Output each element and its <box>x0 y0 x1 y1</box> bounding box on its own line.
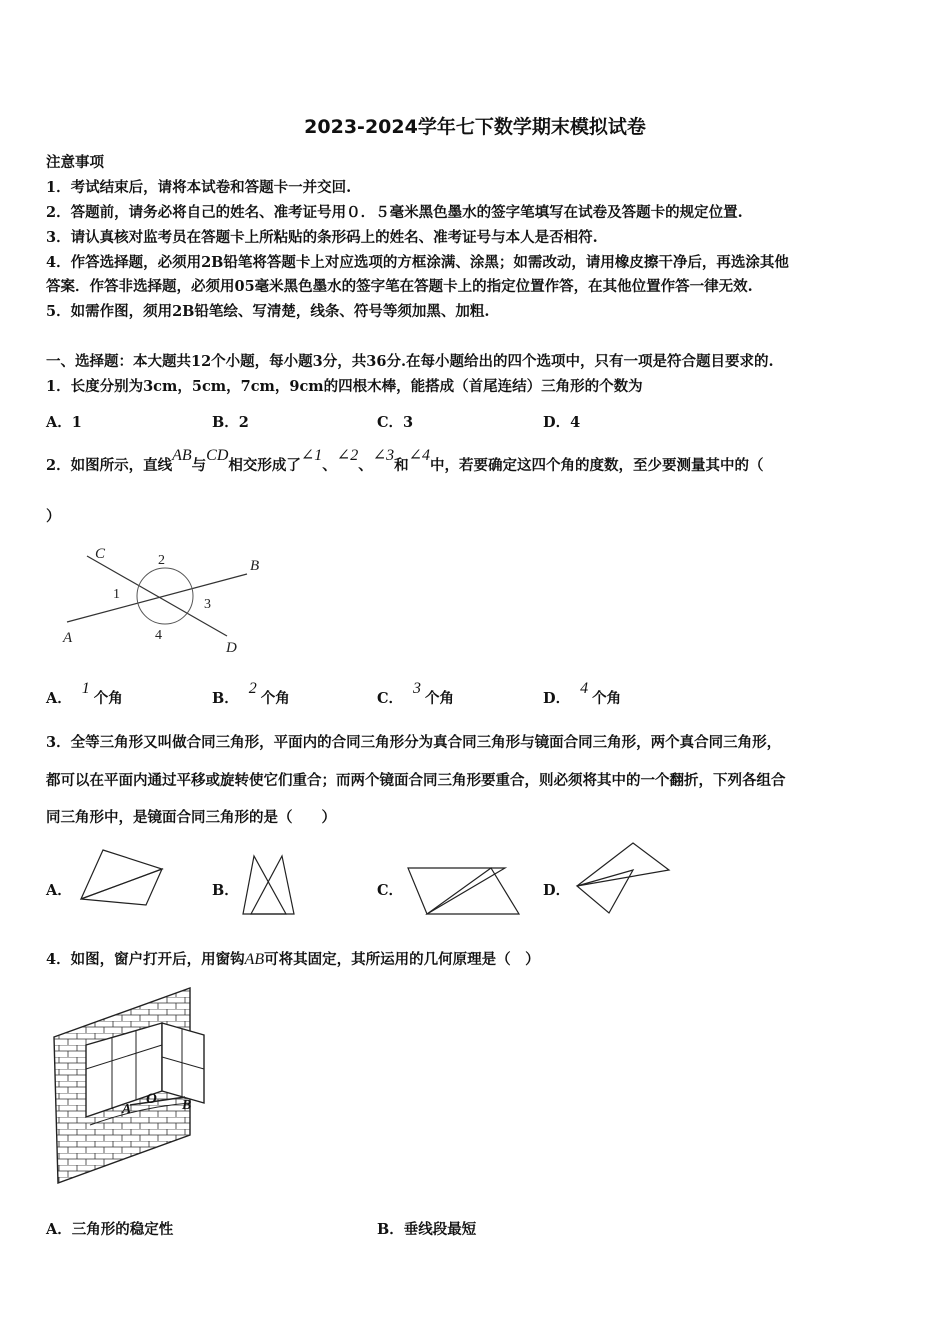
option-text: 个角 <box>260 690 290 707</box>
q3-option-c-label: C． <box>377 882 404 899</box>
option-text: 三角形的稳定性 <box>71 1221 174 1238</box>
option-text: 垂线段最短 <box>403 1221 477 1238</box>
option-label: D． <box>543 414 571 431</box>
point-c-label: C <box>95 546 106 562</box>
option-text: 2 <box>238 414 249 431</box>
line-cd-symbol: CD <box>206 447 229 464</box>
option-number: 1 <box>81 680 90 697</box>
note-item: 2．答题前，请务必将自己的姓名、准考证号用０．５毫米黑色墨水的签字笔填写在试卷及答题卡的规定位置. <box>46 204 743 221</box>
line-cd <box>87 556 227 636</box>
angle-2-label: 2 <box>158 553 165 568</box>
option-label: D． <box>543 690 571 707</box>
hook-ab-symbol: AB <box>244 951 265 968</box>
option-label: A． <box>46 414 72 431</box>
point-d-label: D <box>226 640 237 656</box>
note-item: 答案．作答非选择题，必须用05毫米黑色墨水的签字笔在答题卡上的指定位置作答，在其他位置作答一律无效. <box>46 278 753 295</box>
q3-option-a-figure <box>78 847 168 907</box>
q2-text: 中，若要确定这四个角的度数，至少要测量其中的（ <box>430 457 764 474</box>
option-label: B． <box>377 1221 404 1238</box>
q2-option-d <box>543 680 622 708</box>
q2-text: 、 <box>358 457 373 474</box>
q1-option-a <box>46 411 82 432</box>
q4-stem <box>46 950 540 970</box>
option-number: 4 <box>580 680 589 697</box>
q3-option-b-label: B． <box>212 882 239 899</box>
q2-option-a <box>46 680 123 708</box>
point-a-label: A <box>122 1102 132 1117</box>
q2-text: 2．如图所示，直线 <box>46 457 173 474</box>
option-number: 3 <box>413 680 422 697</box>
q1-stem: 1．长度分别为3cm，5cm，7cm，9cm的四根木棒，能搭成（首尾连结）三角形的个数为 <box>46 378 643 395</box>
option-label: A． <box>46 1221 72 1238</box>
q4-option-a <box>46 1218 173 1239</box>
q4-option-b <box>377 1218 476 1239</box>
q4-text: 4．如图，窗户打开后，用窗钩 <box>46 951 245 968</box>
q1-option-b <box>212 411 249 432</box>
q2-option-b <box>212 680 290 708</box>
note-item: 1．考试结束后，请将本试卷和答题卡一并交回. <box>46 179 352 196</box>
option-label: B． <box>212 690 239 707</box>
option-text: 1 <box>71 414 82 431</box>
q3-line: 3．全等三角形又叫做合同三角形，平面内的合同三角形分为真合同三角形与镜面合同三角形，两个真合同三角形， <box>46 734 782 751</box>
q2-text: 和 <box>394 457 409 474</box>
q3-option-b-figure <box>240 852 300 918</box>
option-text: 4 <box>570 414 581 431</box>
q1-option-d <box>543 411 580 432</box>
section-heading: 一、选择题：本大题共12个小题，每小题3分，共36分.在每小题给出的四个选项中，只有一项是符合题目要求的. <box>46 353 774 370</box>
q2-stem-close: ） <box>46 508 61 525</box>
option-text: 3 <box>403 414 414 431</box>
q3-line: 同三角形中，是镜面合同三角形的是（ ） <box>46 809 336 826</box>
angle-4-label: 4 <box>155 628 162 643</box>
angle-1-symbol: ∠1 <box>300 447 323 464</box>
q3-option-a-label: A． <box>46 882 72 899</box>
q2-text: 、 <box>322 457 337 474</box>
option-text: 个角 <box>93 690 123 707</box>
q4-window-figure <box>50 985 210 1190</box>
q4-text: 可将其固定，其所运用的几何原理是（ ） <box>264 951 540 968</box>
note-item: 4．作答选择题，必须用2B铅笔将答题卡上对应选项的方框涂满、涂黑；如需改动，请用橡皮擦干净后，再选涂其他 <box>46 254 789 271</box>
note-item: 5．如需作图，须用2B铅笔绘、写清楚，线条、符号等须加黑、加粗. <box>46 303 490 320</box>
line-ab <box>67 574 247 622</box>
point-b-label: B <box>250 558 260 574</box>
angle-3-label: 3 <box>204 597 211 612</box>
q2-text: 与 <box>191 457 207 474</box>
q3-option-c-figure <box>405 864 525 920</box>
angle-2-symbol: ∠2 <box>336 447 359 464</box>
option-text: 个角 <box>425 690 455 707</box>
angle-1-label: 1 <box>113 587 120 602</box>
angle-3-symbol: ∠3 <box>372 447 395 464</box>
angle-4-symbol: ∠4 <box>408 447 430 464</box>
q2-text: 相交形成了 <box>228 457 301 474</box>
line-ab-symbol: AB <box>172 447 192 464</box>
option-text: 个角 <box>592 690 622 707</box>
option-label: A． <box>46 690 72 707</box>
option-label: C． <box>377 690 404 707</box>
q1-option-c <box>377 411 413 432</box>
point-o-label: O <box>146 1091 157 1107</box>
q2-option-c <box>377 680 455 708</box>
q3-line: 都可以在平面内通过平移或旋转使它们重合；而两个镜面合同三角形要重合，则必须将其中的一个翻折，下列各组合 <box>46 772 786 789</box>
option-label: B． <box>212 414 239 431</box>
q2-figure <box>55 538 285 658</box>
q3-option-d-figure <box>573 840 673 916</box>
option-label: C． <box>377 414 404 431</box>
point-b-label: B <box>182 1098 192 1113</box>
q2-stem <box>46 447 764 476</box>
option-number: 2 <box>248 680 257 697</box>
note-item: 3．请认真核对监考员在答题卡上所粘贴的条形码上的姓名、准考证号与本人是否相符. <box>46 229 598 246</box>
notes-heading: 注意事项 <box>46 154 104 171</box>
point-a-label: A <box>63 630 73 646</box>
page-title: 2023-2024学年七下数学期末模拟试卷 <box>304 116 646 138</box>
q3-option-d-label: D． <box>543 882 571 899</box>
